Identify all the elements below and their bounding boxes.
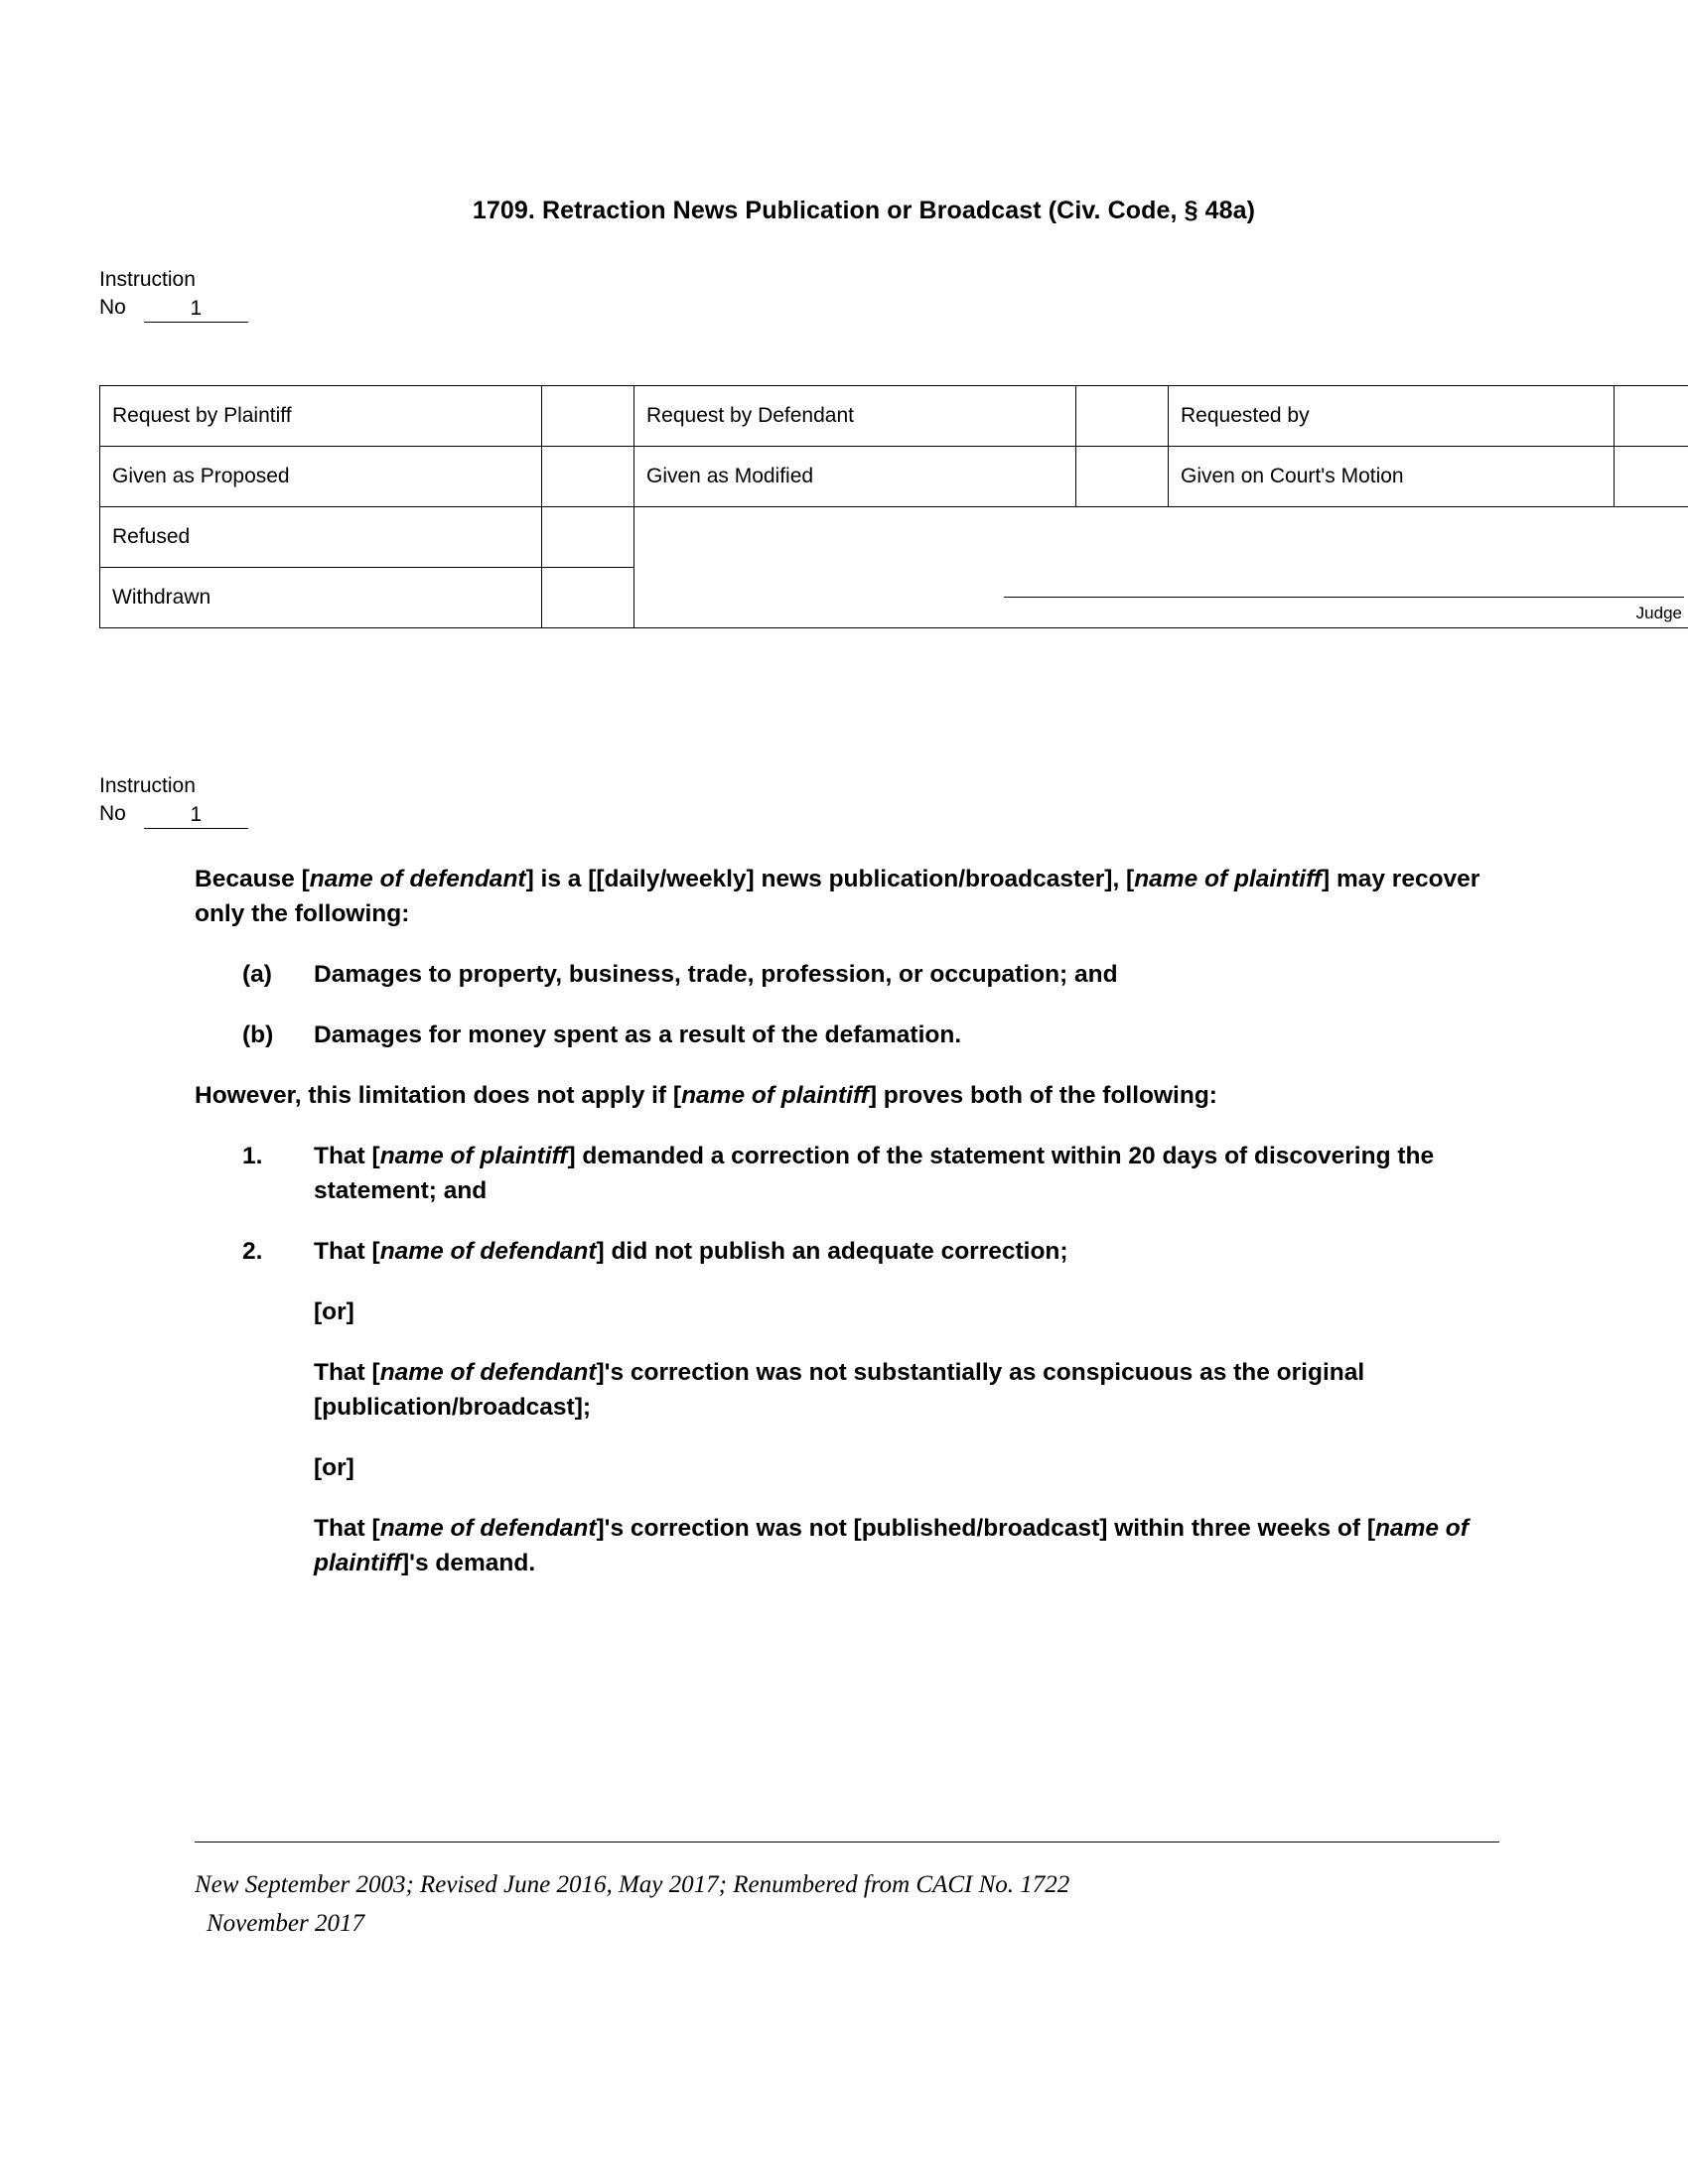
item2-text-post: ] did not publish an adequate correction; (596, 1238, 1068, 1266)
intro-text-3: ] is a [[daily/weekly] news publication/broadcaster], [ (525, 866, 1135, 892)
intro-text-5: ] may recover only the following: (195, 866, 1480, 928)
instruction-number-header-bottom (99, 772, 248, 829)
alt1-text-post: ]'s correction was not substantially as conspicuous as the original [publication/broadcast]; (314, 1359, 1365, 1422)
item1-placeholder-plaintiff: name of plaintiff (379, 1143, 568, 1170)
judge-signature-area[interactable] (634, 507, 1688, 628)
item1-text-post: ] demanded a correction of the statement within 20 days of discovering the statement; and (314, 1143, 1435, 1205)
checkbox-given-on-courts-motion[interactable] (1615, 447, 1688, 507)
list-text-2 (314, 1234, 1485, 1269)
alt2-placeholder-defendant: name of defendant (379, 1515, 597, 1543)
checkbox-given-as-proposed[interactable] (542, 447, 634, 507)
instruction-body (195, 862, 1485, 1606)
list-text-a: Damages to property, business, trade, profession, or occupation; and (314, 961, 1118, 989)
page-title: 1709. Retraction News Publication or Broadcast (Civ. Code, § 48a) (472, 197, 1256, 224)
checkbox-withdrawn[interactable] (542, 568, 634, 628)
however-text-3: ] proves both of the following: (868, 1082, 1217, 1110)
cell-requested-by: Requested by (1169, 386, 1615, 447)
list-item-1 (195, 1139, 1485, 1208)
item1-text-pre: That [ (314, 1143, 380, 1170)
cell-request-by-defendant: Request by Defendant (634, 386, 1076, 447)
instruction-label-line2: No (99, 296, 126, 320)
or-separator-2: [or] (314, 1454, 354, 1482)
alt2-text-pre: That [ (314, 1515, 380, 1543)
list-item-2 (195, 1234, 1485, 1269)
revision-history (195, 1866, 1505, 1944)
intro-placeholder-plaintiff: name of plaintiff (1134, 866, 1322, 892)
checkbox-request-by-defendant[interactable] (1076, 386, 1169, 447)
cell-given-as-proposed: Given as Proposed (100, 447, 542, 507)
checkbox-given-as-modified[interactable] (1076, 447, 1169, 507)
intro-placeholder-defendant: name of defendant (309, 866, 526, 892)
however-text-1: However, this limitation does not apply if [ (195, 1082, 682, 1110)
however-paragraph (195, 1078, 1485, 1113)
table-row (100, 447, 1688, 507)
list-text-b: Damages for money spent as a result of the defamation. (314, 1022, 962, 1049)
signature-line (1004, 597, 1684, 598)
item2-placeholder-defendant: name of defendant (379, 1238, 597, 1266)
checkbox-requested-by[interactable] (1615, 386, 1688, 447)
instruction-number-field[interactable]: 1 (144, 803, 248, 829)
alt1-placeholder-defendant: name of defendant (379, 1359, 597, 1387)
list-marker-1: 1. (242, 1143, 263, 1170)
cell-refused: Refused (100, 507, 542, 568)
item2-text-pre: That [ (314, 1238, 380, 1266)
cell-request-by-plaintiff: Request by Plaintiff (100, 386, 542, 447)
ruling-table (99, 385, 1688, 628)
list-marker-b: (b) (242, 1022, 274, 1049)
instruction-label-line1: Instruction (99, 268, 196, 291)
instruction-label-line1: Instruction (99, 774, 196, 797)
list-item-b (195, 1018, 1485, 1052)
alt2-placeholder-plaintiff: name of plaintiff (314, 1515, 1469, 1577)
alt1-text-pre: That [ (314, 1359, 380, 1387)
instruction-number-header-top (99, 266, 248, 323)
list-marker-2: 2. (242, 1238, 263, 1266)
cell-given-on-courts-motion: Given on Court's Motion (1169, 447, 1615, 507)
instruction-number-field[interactable]: 1 (144, 297, 248, 323)
intro-paragraph (195, 862, 1485, 931)
list-text-1 (314, 1139, 1485, 1208)
revision-history-line1: New September 2003; Revised June 2016, May 2017; Renumbered from CACI No. 1722 (195, 1871, 1070, 1898)
cell-withdrawn: Withdrawn (100, 568, 542, 628)
however-placeholder-plaintiff: name of plaintiff (681, 1082, 869, 1110)
revision-history-line2: November 2017 (207, 1909, 364, 1937)
list-item-a (195, 957, 1485, 992)
footer-divider (195, 1842, 1499, 1843)
intro-text-1: Because [ (195, 866, 310, 892)
instruction-label-line2: No (99, 802, 126, 826)
table-row (100, 386, 1688, 447)
or-separator-1: [or] (314, 1298, 354, 1326)
checkbox-refused[interactable] (542, 507, 634, 568)
alternative-2 (195, 1511, 1485, 1580)
table-row (100, 507, 1688, 568)
list-marker-a: (a) (242, 961, 272, 989)
cell-given-as-modified: Given as Modified (634, 447, 1076, 507)
signature-label: Judge (1635, 604, 1682, 622)
alternative-1 (195, 1355, 1485, 1425)
alt2-text-post: ]'s demand. (401, 1550, 536, 1577)
checkbox-request-by-plaintiff[interactable] (542, 386, 634, 447)
alt2-text-mid: ]'s correction was not [published/broadcast] within three weeks of [ (596, 1515, 1375, 1543)
